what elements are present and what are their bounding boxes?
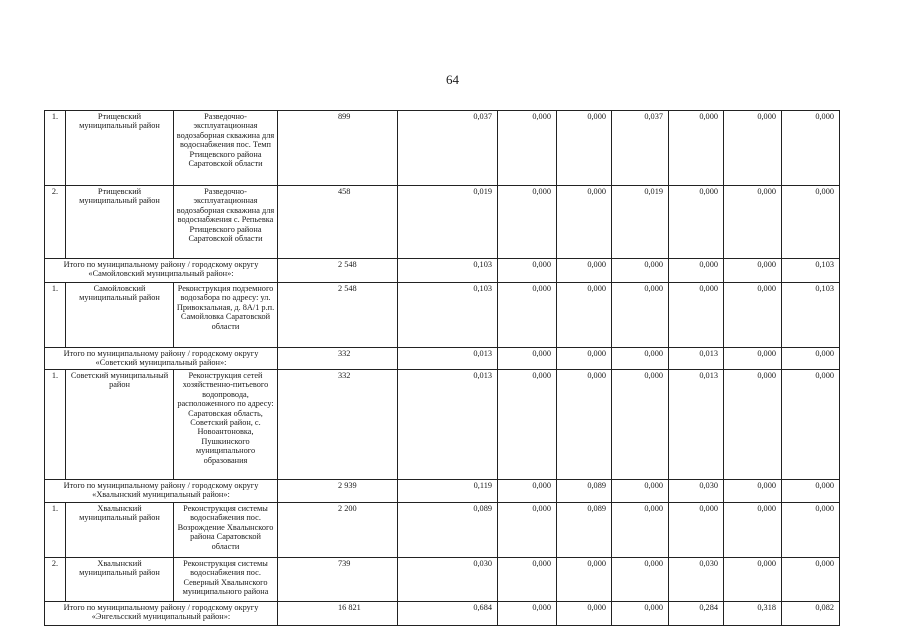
value-cell: 0,318: [724, 602, 782, 626]
value-cell: 0,000: [612, 503, 669, 558]
value-cell: 332: [278, 348, 398, 370]
value-cell: 0,000: [612, 348, 669, 370]
value-cell: 0,000: [498, 480, 557, 503]
total-row: [45, 348, 840, 370]
table-row: [45, 186, 840, 259]
value-cell: 0,000: [724, 370, 782, 480]
value-cell: 0,103: [782, 283, 840, 348]
value-cell: 0,000: [612, 370, 669, 480]
row-number-cell: 1.: [45, 370, 66, 480]
row-number-cell: 2.: [45, 186, 66, 259]
object-cell: Разведочно-эксплуатационная водозаборная скважина для водоснабжения пос. Темп Ртищевского района Саратовской области: [174, 111, 278, 186]
value-cell: 0,000: [782, 370, 840, 480]
row-number-cell: 1.: [45, 503, 66, 558]
value-cell: 0,000: [724, 503, 782, 558]
value-cell: 0,013: [398, 370, 498, 480]
value-cell: 0,103: [398, 283, 498, 348]
value-cell: 0,089: [557, 503, 612, 558]
total-row: [45, 602, 840, 626]
value-cell: 0,000: [782, 348, 840, 370]
value-cell: 0,000: [557, 111, 612, 186]
value-cell: 0,019: [612, 186, 669, 259]
value-cell: 0,013: [669, 348, 724, 370]
object-cell: Реконструкция системы водоснабжения пос. Северный Хвалынского муниципального района: [174, 558, 278, 602]
value-cell: 0,000: [782, 503, 840, 558]
total-label-cell: Итого по муниципальному району / городскому округу «Хвалынский муниципальный район»:: [45, 480, 278, 503]
value-cell: 0,103: [398, 259, 498, 283]
value-cell: 0,030: [669, 480, 724, 503]
row-number-cell: 1.: [45, 283, 66, 348]
value-cell: 0,000: [724, 111, 782, 186]
total-label-cell: Итого по муниципальному району / городскому округу «Самойловский муниципальный район»:: [45, 259, 278, 283]
value-cell: 0,000: [612, 602, 669, 626]
value-cell: 0,284: [669, 602, 724, 626]
value-cell: 0,000: [724, 558, 782, 602]
value-cell: 0,037: [398, 111, 498, 186]
value-cell: 0,000: [498, 602, 557, 626]
value-cell: 0,103: [782, 259, 840, 283]
value-cell: 0,013: [398, 348, 498, 370]
value-cell: 0,684: [398, 602, 498, 626]
object-cell: Разведочно-эксплуатационная водозаборная скважина для водоснабжения с. Репьевка Ртищевского района Саратовской области: [174, 186, 278, 259]
value-cell: 0,000: [557, 259, 612, 283]
value-cell: 0,000: [612, 480, 669, 503]
value-cell: 0,000: [557, 602, 612, 626]
value-cell: 0,119: [398, 480, 498, 503]
row-number-cell: 1.: [45, 111, 66, 186]
value-cell: 0,000: [498, 558, 557, 602]
value-cell: 0,000: [669, 111, 724, 186]
value-cell: 0,000: [557, 348, 612, 370]
table-row: [45, 558, 840, 602]
value-cell: 0,000: [557, 370, 612, 480]
value-cell: 0,000: [782, 480, 840, 503]
object-cell: Реконструкция подземного водозабора по адресу: ул. Привокзальная, д. 8А/1 р.п. Самойловка Саратовской области: [174, 283, 278, 348]
district-cell: Ртищевский муниципальный район: [66, 186, 174, 259]
value-cell: 0,000: [498, 283, 557, 348]
value-cell: 739: [278, 558, 398, 602]
value-cell: 0,000: [669, 283, 724, 348]
total-row: [45, 259, 840, 283]
value-cell: 458: [278, 186, 398, 259]
value-cell: 0,030: [669, 558, 724, 602]
object-cell: Реконструкция сетей хозяйственно-питьевого водопровода, расположенного по адресу: Саратовская область, Советский район, с. Новоантоновка, Пушкинского муниципального образования: [174, 370, 278, 480]
value-cell: 0,000: [724, 348, 782, 370]
value-cell: 0,000: [782, 558, 840, 602]
value-cell: 899: [278, 111, 398, 186]
table-row: [45, 283, 840, 348]
value-cell: 0,089: [398, 503, 498, 558]
value-cell: 0,013: [669, 370, 724, 480]
value-cell: 0,000: [782, 186, 840, 259]
page-number: 64: [446, 72, 459, 87]
table-row: [45, 111, 840, 186]
data-table: [44, 110, 840, 626]
value-cell: 0,037: [612, 111, 669, 186]
value-cell: 332: [278, 370, 398, 480]
district-cell: Хвалынский муниципальный район: [66, 558, 174, 602]
value-cell: 0,000: [669, 259, 724, 283]
value-cell: 0,000: [669, 186, 724, 259]
value-cell: 0,000: [724, 283, 782, 348]
value-cell: 2 548: [278, 259, 398, 283]
value-cell: 0,000: [612, 283, 669, 348]
value-cell: 0,030: [398, 558, 498, 602]
value-cell: 0,000: [782, 111, 840, 186]
value-cell: 0,000: [498, 111, 557, 186]
value-cell: 2 939: [278, 480, 398, 503]
value-cell: 16 821: [278, 602, 398, 626]
value-cell: 0,000: [498, 503, 557, 558]
value-cell: 0,000: [498, 259, 557, 283]
district-cell: Советский муниципальный район: [66, 370, 174, 480]
table-row: [45, 370, 840, 480]
object-cell: Реконструкция системы водоснабжения пос. Возрождение Хвалынского района Саратовской области: [174, 503, 278, 558]
value-cell: 0,000: [498, 370, 557, 480]
value-cell: 0,000: [557, 558, 612, 602]
value-cell: 0,089: [557, 480, 612, 503]
value-cell: 2 548: [278, 283, 398, 348]
value-cell: 0,000: [612, 558, 669, 602]
value-cell: 0,082: [782, 602, 840, 626]
total-row: [45, 480, 840, 503]
district-cell: Ртищевский муниципальный район: [66, 111, 174, 186]
district-cell: Хвалынский муниципальный район: [66, 503, 174, 558]
row-number-cell: 2.: [45, 558, 66, 602]
district-cell: Самойловский муниципальный район: [66, 283, 174, 348]
value-cell: 0,000: [724, 480, 782, 503]
table-row: [45, 503, 840, 558]
value-cell: 0,000: [612, 259, 669, 283]
value-cell: 0,000: [669, 503, 724, 558]
value-cell: 0,019: [398, 186, 498, 259]
total-label-cell: Итого по муниципальному району / городскому округу «Советский муниципальный район»:: [45, 348, 278, 370]
value-cell: 0,000: [557, 283, 612, 348]
value-cell: 2 200: [278, 503, 398, 558]
value-cell: 0,000: [498, 348, 557, 370]
value-cell: 0,000: [724, 186, 782, 259]
value-cell: 0,000: [557, 186, 612, 259]
total-label-cell: Итого по муниципальному району / городскому округу «Энгельсский муниципальный район»:: [45, 602, 278, 626]
value-cell: 0,000: [498, 186, 557, 259]
value-cell: 0,000: [724, 259, 782, 283]
